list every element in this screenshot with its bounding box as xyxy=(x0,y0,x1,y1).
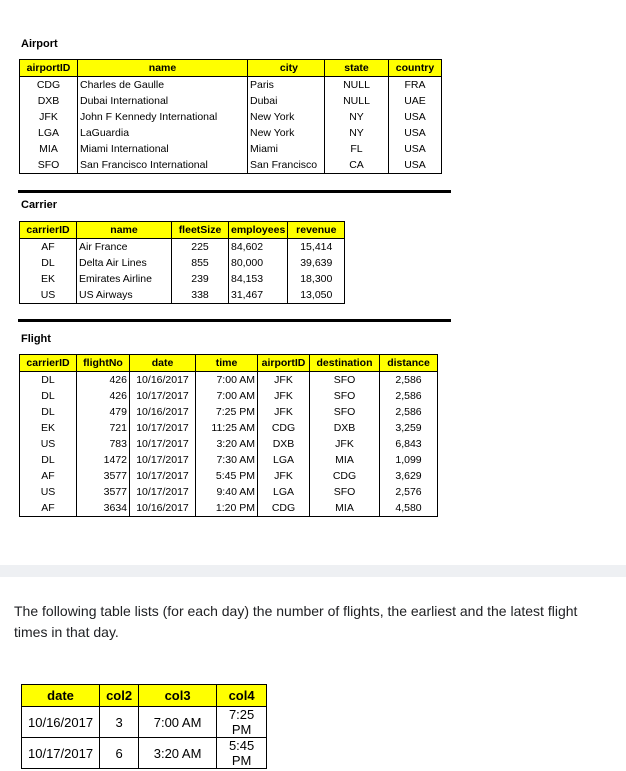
flight-row xyxy=(20,404,438,420)
carrier-row-cell: US Airways xyxy=(77,287,172,304)
flight-row-cell: AF xyxy=(20,468,77,484)
airport-row-cell: JFK xyxy=(20,109,78,125)
section-divider xyxy=(18,319,451,322)
flight-header-distance: distance xyxy=(380,355,438,372)
airport-row-cell: New York xyxy=(248,125,325,141)
result-row xyxy=(22,738,267,769)
flight-row-cell: 426 xyxy=(77,388,130,404)
flight-row xyxy=(20,372,438,389)
flight-row-cell: DL xyxy=(20,452,77,468)
flight-row-cell: DXB xyxy=(258,436,310,452)
airport-row-cell: Dubai xyxy=(248,93,325,109)
carrier-row-cell: 31,467 xyxy=(229,287,288,304)
carrier-row-cell: 39,639 xyxy=(288,255,345,271)
airport-row-cell: FL xyxy=(325,141,389,157)
flight-row-cell: 1472 xyxy=(77,452,130,468)
flight-row-cell: LGA xyxy=(258,452,310,468)
flight-header-flightno: flightNo xyxy=(77,355,130,372)
carrier-header-carrierid: carrierID xyxy=(20,222,77,239)
flight-row-cell: SFO xyxy=(310,372,380,389)
flight-row-cell: 3,629 xyxy=(380,468,438,484)
carrier-row-cell: Delta Air Lines xyxy=(77,255,172,271)
flight-row-cell: CDG xyxy=(310,468,380,484)
airport-row-cell: LaGuardia xyxy=(78,125,248,141)
airport-row-cell: San Francisco xyxy=(248,157,325,174)
airport-header-city: city xyxy=(248,60,325,77)
carrier-row-cell: 80,000 xyxy=(229,255,288,271)
airport-row xyxy=(20,77,442,94)
airport-header-country: country xyxy=(389,60,442,77)
flight-row-cell: 1:20 PM xyxy=(196,500,258,517)
flight-row xyxy=(20,420,438,436)
flight-row xyxy=(20,436,438,452)
flight-row-cell: LGA xyxy=(258,484,310,500)
airport-row-cell: Charles de Gaulle xyxy=(78,77,248,94)
airport-row-cell: San Francisco International xyxy=(78,157,248,174)
carrier-row xyxy=(20,255,345,271)
flight-row-cell: AF xyxy=(20,500,77,517)
airport-row-cell: FRA xyxy=(389,77,442,94)
carrier-row-cell: 84,602 xyxy=(229,239,288,256)
airport-row-cell: NY xyxy=(325,125,389,141)
result-row-cell: 3:20 AM xyxy=(139,738,217,769)
carrier-table xyxy=(19,221,345,304)
flight-row-cell: DXB xyxy=(310,420,380,436)
airport-row-cell: John F Kennedy International xyxy=(78,109,248,125)
result-table xyxy=(21,684,267,769)
result-header-date: date xyxy=(22,685,100,707)
carrier-row xyxy=(20,271,345,287)
flight-row-cell: SFO xyxy=(310,388,380,404)
result-header-col3: col3 xyxy=(139,685,217,707)
flight-row-cell: DL xyxy=(20,404,77,420)
flight-row-cell: 1,099 xyxy=(380,452,438,468)
carrier-row-cell: AF xyxy=(20,239,77,256)
carrier-row-cell: DL xyxy=(20,255,77,271)
result-row-cell: 10/17/2017 xyxy=(22,738,100,769)
flight-row-cell: 10/17/2017 xyxy=(130,388,196,404)
airport-row-cell: USA xyxy=(389,109,442,125)
flight-row-cell: 7:00 AM xyxy=(196,388,258,404)
airport-row xyxy=(20,93,442,109)
carrier-row-cell: Emirates Airline xyxy=(77,271,172,287)
flight-row-cell: SFO xyxy=(310,484,380,500)
flight-row-cell: JFK xyxy=(258,372,310,389)
airport-header-name: name xyxy=(78,60,248,77)
flight-table xyxy=(19,354,438,517)
airport-header-airportid: airportID xyxy=(20,60,78,77)
flight-header-date: date xyxy=(130,355,196,372)
flight-row-cell: DL xyxy=(20,388,77,404)
flight-row-cell: 3:20 AM xyxy=(196,436,258,452)
result-row xyxy=(22,707,267,738)
flight-row-cell: 11:25 AM xyxy=(196,420,258,436)
carrier-row-cell: EK xyxy=(20,271,77,287)
carrier-row-cell: 13,050 xyxy=(288,287,345,304)
airport-row-cell: CA xyxy=(325,157,389,174)
flight-row-cell: 10/16/2017 xyxy=(130,500,196,517)
flight-row-cell: 9:40 AM xyxy=(196,484,258,500)
flight-row-cell: 10/17/2017 xyxy=(130,436,196,452)
flight-row-cell: EK xyxy=(20,420,77,436)
result-row-cell: 7:00 AM xyxy=(139,707,217,738)
carrier-table-title: Carrier xyxy=(21,199,58,211)
flight-row-cell: 6,843 xyxy=(380,436,438,452)
airport-row-cell: USA xyxy=(389,125,442,141)
airport-row-cell: Dubai International xyxy=(78,93,248,109)
result-row-cell: 10/16/2017 xyxy=(22,707,100,738)
airport-row xyxy=(20,157,442,174)
flight-row xyxy=(20,484,438,500)
flight-row-cell: 10/16/2017 xyxy=(130,404,196,420)
airport-row-cell: New York xyxy=(248,109,325,125)
airport-row-cell: USA xyxy=(389,141,442,157)
flight-row-cell: JFK xyxy=(258,468,310,484)
carrier-header-employees: employees xyxy=(229,222,288,239)
result-header-col2: col2 xyxy=(100,685,139,707)
section-divider xyxy=(18,190,451,193)
carrier-row xyxy=(20,239,345,256)
flight-row-cell: 7:25 PM xyxy=(196,404,258,420)
flight-row-cell: 10/17/2017 xyxy=(130,468,196,484)
flight-row-cell: 10/17/2017 xyxy=(130,452,196,468)
carrier-row-cell: 84,153 xyxy=(229,271,288,287)
flight-row-cell: 3,259 xyxy=(380,420,438,436)
airport-row-cell: SFO xyxy=(20,157,78,174)
flight-row-cell: JFK xyxy=(258,404,310,420)
airport-row-cell: NULL xyxy=(325,93,389,109)
flight-row-cell: JFK xyxy=(310,436,380,452)
airport-row-cell: USA xyxy=(389,157,442,174)
result-row-cell: 3 xyxy=(100,707,139,738)
result-row-cell: 5:45 PM xyxy=(217,738,267,769)
flight-row-cell: 2,586 xyxy=(380,404,438,420)
flight-row xyxy=(20,388,438,404)
carrier-row-cell: 239 xyxy=(172,271,229,287)
result-row-cell: 7:25 PM xyxy=(217,707,267,738)
flight-row-cell: 7:30 AM xyxy=(196,452,258,468)
airport-row xyxy=(20,141,442,157)
airport-row-cell: UAE xyxy=(389,93,442,109)
flight-row-cell: 3577 xyxy=(77,468,130,484)
flight-row-cell: 2,576 xyxy=(380,484,438,500)
flight-row xyxy=(20,452,438,468)
flight-row-cell: 721 xyxy=(77,420,130,436)
airport-row-cell: MIA xyxy=(20,141,78,157)
flight-header-carrierid: carrierID xyxy=(20,355,77,372)
flight-row-cell: DL xyxy=(20,372,77,389)
airport-header-state: state xyxy=(325,60,389,77)
flight-row xyxy=(20,500,438,517)
flight-row-cell: 3577 xyxy=(77,484,130,500)
flight-header-destination: destination xyxy=(310,355,380,372)
carrier-row-cell: US xyxy=(20,287,77,304)
airport-row-cell: CDG xyxy=(20,77,78,94)
airport-table-title: Airport xyxy=(21,38,58,50)
flight-row-cell: 479 xyxy=(77,404,130,420)
airport-row-cell: Miami xyxy=(248,141,325,157)
flight-row-cell: US xyxy=(20,484,77,500)
flight-row-cell: 7:00 AM xyxy=(196,372,258,389)
separator-band xyxy=(0,565,626,577)
question-text: The following table lists (for each day) the number of flights, the earliest and the latest flight times in that day. xyxy=(14,603,578,640)
flight-row-cell: 3634 xyxy=(77,500,130,517)
carrier-header-revenue: revenue xyxy=(288,222,345,239)
carrier-row-cell: 855 xyxy=(172,255,229,271)
airport-row-cell: Paris xyxy=(248,77,325,94)
flight-row-cell: CDG xyxy=(258,420,310,436)
flight-row-cell: MIA xyxy=(310,500,380,517)
airport-row-cell: LGA xyxy=(20,125,78,141)
flight-row xyxy=(20,468,438,484)
flight-row-cell: 4,580 xyxy=(380,500,438,517)
result-header-col4: col4 xyxy=(217,685,267,707)
carrier-row-cell: 338 xyxy=(172,287,229,304)
airport-row-cell: NULL xyxy=(325,77,389,94)
result-row-cell: 6 xyxy=(100,738,139,769)
carrier-row-cell: Air France xyxy=(77,239,172,256)
carrier-row-cell: 225 xyxy=(172,239,229,256)
flight-row-cell: 783 xyxy=(77,436,130,452)
airport-row xyxy=(20,109,442,125)
flight-row-cell: JFK xyxy=(258,388,310,404)
flight-row-cell: CDG xyxy=(258,500,310,517)
carrier-header-fleetsize: fleetSize xyxy=(172,222,229,239)
flight-row-cell: 10/17/2017 xyxy=(130,420,196,436)
airport-row-cell: DXB xyxy=(20,93,78,109)
carrier-row-cell: 18,300 xyxy=(288,271,345,287)
flight-row-cell: 5:45 PM xyxy=(196,468,258,484)
flight-header-time: time xyxy=(196,355,258,372)
flight-row-cell: US xyxy=(20,436,77,452)
flight-table-title: Flight xyxy=(21,333,51,345)
airport-row xyxy=(20,125,442,141)
flight-row-cell: 10/16/2017 xyxy=(130,372,196,389)
carrier-row xyxy=(20,287,345,304)
airport-table xyxy=(19,59,442,174)
flight-row-cell: 426 xyxy=(77,372,130,389)
flight-row-cell: 2,586 xyxy=(380,372,438,389)
flight-header-airportid: airportID xyxy=(258,355,310,372)
flight-row-cell: SFO xyxy=(310,404,380,420)
flight-row-cell: MIA xyxy=(310,452,380,468)
flight-row-cell: 2,586 xyxy=(380,388,438,404)
carrier-row-cell: 15,414 xyxy=(288,239,345,256)
airport-row-cell: NY xyxy=(325,109,389,125)
carrier-header-name: name xyxy=(77,222,172,239)
flight-row-cell: 10/17/2017 xyxy=(130,484,196,500)
airport-row-cell: Miami International xyxy=(78,141,248,157)
